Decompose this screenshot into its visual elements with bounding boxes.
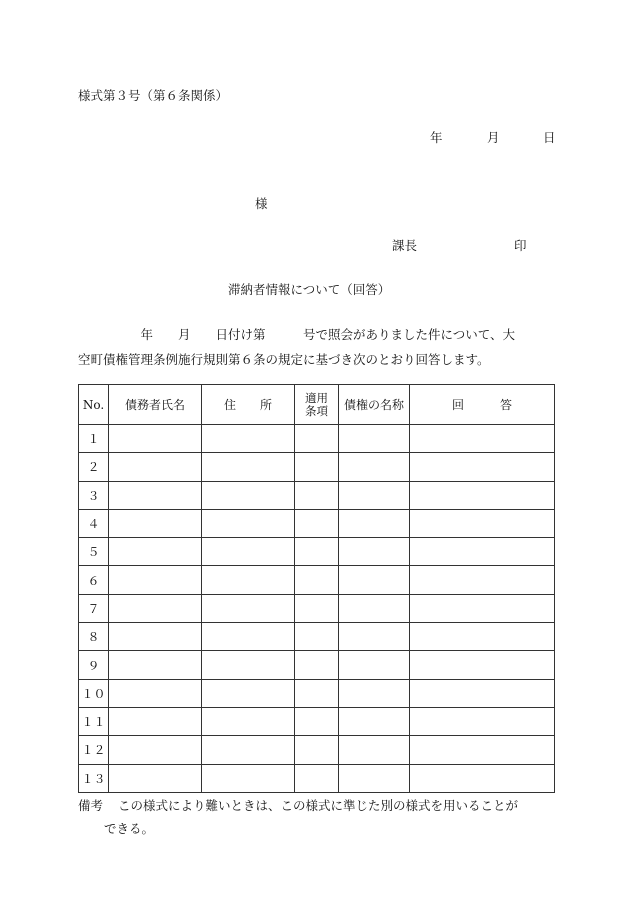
cell-answer[interactable] — [410, 538, 555, 566]
cell-clause[interactable] — [295, 538, 339, 566]
cell-name[interactable] — [109, 736, 202, 764]
cell-answer[interactable] — [410, 651, 555, 679]
cell-clause[interactable] — [295, 679, 339, 707]
cell-answer[interactable] — [410, 764, 555, 792]
cell-claim[interactable] — [339, 623, 410, 651]
cell-clause[interactable] — [295, 594, 339, 622]
cell-answer[interactable] — [410, 566, 555, 594]
cell-name[interactable] — [109, 594, 202, 622]
cell-answer[interactable] — [410, 679, 555, 707]
table-row — [79, 707, 555, 735]
row-number: ２ — [79, 453, 109, 481]
cell-clause[interactable] — [295, 509, 339, 537]
header-no: No. — [79, 385, 109, 425]
sender — [392, 236, 527, 254]
header-name: 債務者氏名 — [109, 385, 202, 425]
body-text — [78, 322, 558, 372]
date-day: 日 — [543, 130, 556, 145]
cell-name[interactable] — [109, 538, 202, 566]
table-row — [79, 623, 555, 651]
row-number: ４ — [79, 509, 109, 537]
date-year: 年 — [430, 130, 443, 145]
cell-name[interactable] — [109, 425, 202, 453]
table-row — [79, 509, 555, 537]
cell-claim[interactable] — [339, 566, 410, 594]
cell-address[interactable] — [202, 566, 295, 594]
remarks-label: 備考 — [78, 798, 104, 813]
body-line-2: 空町債権管理条例施行規則第６条の規定に基づき次のとおり回答します。 — [78, 352, 490, 367]
table-row — [79, 764, 555, 792]
cell-address[interactable] — [202, 453, 295, 481]
table-row — [79, 736, 555, 764]
cell-address[interactable] — [202, 623, 295, 651]
addressee: 様 — [255, 196, 268, 211]
row-number: １ — [79, 425, 109, 453]
cell-name[interactable] — [109, 623, 202, 651]
row-number: ８ — [79, 623, 109, 651]
row-number: ３ — [79, 481, 109, 509]
cell-address[interactable] — [202, 651, 295, 679]
row-number: １２ — [79, 736, 109, 764]
cell-address[interactable] — [202, 425, 295, 453]
table-row — [79, 566, 555, 594]
cell-answer[interactable] — [410, 736, 555, 764]
cell-answer[interactable] — [410, 425, 555, 453]
body-line-1: 年 月 日付け第 号で照会がありました件について、大 — [78, 327, 516, 342]
header-clause: 適用条項 — [295, 385, 339, 425]
cell-address[interactable] — [202, 509, 295, 537]
cell-claim[interactable] — [339, 736, 410, 764]
header-claim: 債権の名称 — [339, 385, 410, 425]
cell-name[interactable] — [109, 453, 202, 481]
remarks-line-2: できる。 — [104, 821, 155, 836]
cell-claim[interactable] — [339, 538, 410, 566]
row-number: １１ — [79, 707, 109, 735]
cell-name[interactable] — [109, 707, 202, 735]
cell-claim[interactable] — [339, 707, 410, 735]
cell-clause[interactable] — [295, 425, 339, 453]
form-number: 様式第３号（第６条関係） — [78, 88, 229, 103]
cell-claim[interactable] — [339, 651, 410, 679]
cell-claim[interactable] — [339, 764, 410, 792]
row-number: ５ — [79, 538, 109, 566]
cell-answer[interactable] — [410, 707, 555, 735]
cell-name[interactable] — [109, 481, 202, 509]
cell-name[interactable] — [109, 566, 202, 594]
cell-address[interactable] — [202, 764, 295, 792]
row-number: １３ — [79, 764, 109, 792]
row-number: ７ — [79, 594, 109, 622]
row-number: １０ — [79, 679, 109, 707]
header-answer: 回 答 — [410, 385, 555, 425]
table-row — [79, 425, 555, 453]
debtor-table — [78, 384, 555, 793]
cell-clause[interactable] — [295, 736, 339, 764]
cell-clause[interactable] — [295, 651, 339, 679]
cell-address[interactable] — [202, 707, 295, 735]
cell-claim[interactable] — [339, 453, 410, 481]
cell-address[interactable] — [202, 481, 295, 509]
cell-clause[interactable] — [295, 623, 339, 651]
table-row — [79, 538, 555, 566]
table-row — [79, 679, 555, 707]
cell-clause[interactable] — [295, 481, 339, 509]
cell-address[interactable] — [202, 736, 295, 764]
cell-name[interactable] — [109, 509, 202, 537]
cell-clause[interactable] — [295, 764, 339, 792]
cell-name[interactable] — [109, 651, 202, 679]
cell-clause[interactable] — [295, 707, 339, 735]
document-title: 滞納者情報について（回答） — [228, 282, 391, 297]
table-row — [79, 481, 555, 509]
cell-clause[interactable] — [295, 453, 339, 481]
seal-mark: 印 — [514, 238, 527, 253]
cell-answer[interactable] — [410, 594, 555, 622]
sender-title: 課長 — [392, 238, 418, 253]
cell-name[interactable] — [109, 764, 202, 792]
cell-claim[interactable] — [339, 594, 410, 622]
remarks-line-1: この様式により難いときは、この様式に準じた別の様式を用いることが — [118, 798, 519, 813]
cell-claim[interactable] — [339, 481, 410, 509]
cell-address[interactable] — [202, 594, 295, 622]
cell-claim[interactable] — [339, 679, 410, 707]
cell-address[interactable] — [202, 679, 295, 707]
cell-claim[interactable] — [339, 425, 410, 453]
table-row — [79, 594, 555, 622]
cell-answer[interactable] — [410, 481, 555, 509]
header-address: 住 所 — [202, 385, 295, 425]
cell-answer[interactable] — [410, 453, 555, 481]
remarks — [78, 794, 518, 840]
cell-answer[interactable] — [410, 623, 555, 651]
table-row — [79, 651, 555, 679]
table-header-row — [79, 385, 555, 425]
table-row — [79, 453, 555, 481]
cell-answer[interactable] — [410, 509, 555, 537]
date-month: 月 — [487, 130, 500, 145]
row-number: ９ — [79, 651, 109, 679]
cell-address[interactable] — [202, 538, 295, 566]
cell-claim[interactable] — [339, 509, 410, 537]
row-number: ６ — [79, 566, 109, 594]
cell-name[interactable] — [109, 679, 202, 707]
cell-clause[interactable] — [295, 566, 339, 594]
